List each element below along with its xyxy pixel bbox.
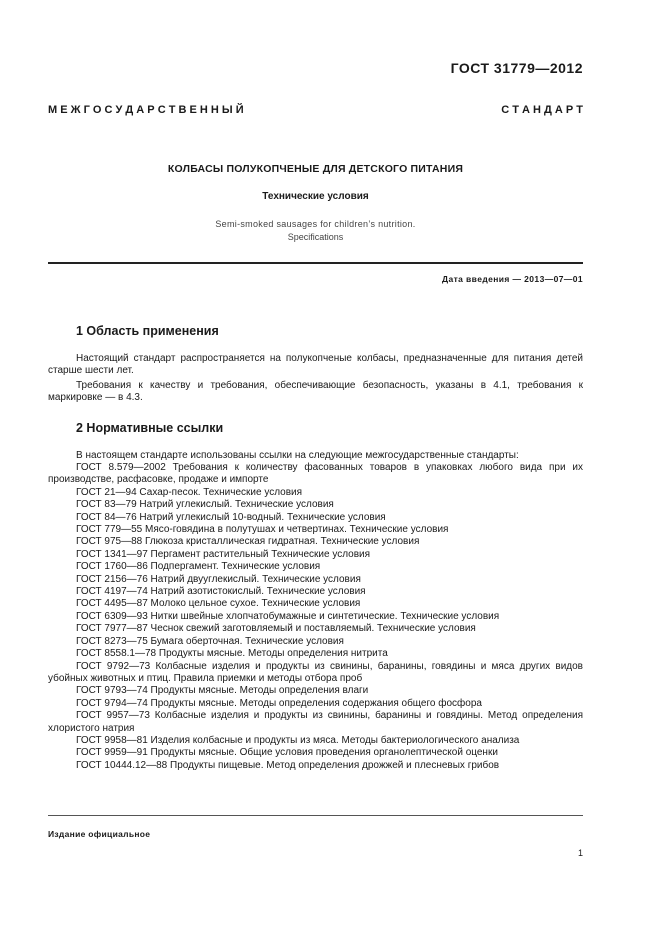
reference-item: ГОСТ 21—94 Сахар-песок. Технические условия: [76, 486, 303, 498]
reference-item: ГОСТ 9794—74 Продукты мясные. Методы определения содержания общего фосфора: [76, 697, 482, 709]
reference-item: ГОСТ 8558.1—78 Продукты мясные. Методы определения нитрита: [76, 648, 388, 660]
document-subtitle: Технические условия: [262, 191, 369, 202]
reference-item: ГОСТ 1760—86 Подпергамент. Технические условия: [76, 561, 321, 573]
section2-heading: 2 Нормативные ссылки: [76, 421, 224, 435]
references-intro: В настоящем стандарте использованы ссылки на следующие межгосударственные стандарты:: [76, 450, 519, 461]
reference-item: ГОСТ 7977—87 Чеснок свежий заготовляемый и поставляемый. Технические условия: [76, 623, 476, 635]
reference-item: ГОСТ 6309—93 Нитки швейные хлопчатобумажные и синтетические. Технические условия: [76, 610, 500, 622]
banner-right-word: С Т А Н Д А Р Т: [501, 104, 583, 116]
document-title: КОЛБАСЫ ПОЛУКОПЧЕНЫЕ ДЛЯ ДЕТСКОГО ПИТАНИЯ: [167, 163, 464, 175]
section1-heading: 1 Область применения: [76, 324, 219, 338]
reference-item: ГОСТ 779—55 Мясо-говядина в полутушах и четвертинах. Технические условия: [76, 524, 449, 536]
reference-item: ГОСТ 4197—74 Натрий азотистокислый. Технические условия: [76, 586, 366, 598]
reference-item: ГОСТ 9958—81 Изделия колбасные и продукты из мяса. Методы бактериологического анализа: [76, 734, 520, 746]
reference-item: ГОСТ 1341—97 Пергамент растительный Технические условия: [76, 548, 371, 560]
reference-item: ГОСТ 8.579—2002 Требования к количеству фасованных товаров в упаковках любого вида при их производстве, расфасовке, продаже и импорте: [48, 462, 583, 486]
page-number: 1: [577, 848, 583, 858]
standard-banner: [48, 102, 583, 118]
reference-item: ГОСТ 2156—76 Натрий двууглекислый. Технические условия: [76, 573, 361, 585]
english-title-line1: Semi-smoked sausages for children’s nutrition.: [215, 219, 416, 229]
reference-item: ГОСТ 8273—75 Бумага оберточная. Технические условия: [76, 635, 344, 647]
official-edition-label: Издание официальное: [48, 829, 151, 839]
reference-item: ГОСТ 83—79 Натрий углекислый. Технические условия: [76, 499, 334, 511]
footer-divider: [48, 815, 583, 816]
references-list: [48, 462, 583, 772]
reference-item: ГОСТ 4495—87 Молоко цельное сухое. Технические условия: [76, 598, 361, 610]
introduction-date: Дата введения — 2013—07—01: [442, 274, 583, 284]
top-divider: [48, 262, 583, 264]
gost-code: ГОСТ 31779—2012: [450, 60, 583, 76]
reference-item: ГОСТ 84—76 Натрий углекислый 10-водный. Технические условия: [76, 511, 386, 523]
reference-item: ГОСТ 9959—91 Продукты мясные. Общие условия проведения органолептической оценки: [76, 747, 498, 759]
section1-paragraph2: Требования к качеству и требования, обеспечивающие безопасность, указаны в 4.1, требования к маркировке — в 4.3.: [48, 380, 583, 404]
reference-item: ГОСТ 10444.12—88 Продукты пищевые. Метод определения дрожжей и плесневых грибов: [76, 759, 500, 771]
section1-paragraph1: Настоящий стандарт распространяется на полукопченые колбасы, предназначенные для питания детей старше шести лет.: [48, 353, 583, 377]
reference-item: ГОСТ 9957—73 Колбасные изделия и продукты из свинины, баранины и говядины. Метод определения хлористого натрия: [48, 710, 583, 734]
banner-left-word: М Е Ж Г О С У Д А Р С Т В Е Н Н Ы Й: [48, 104, 244, 116]
english-title-line2: Specifications: [287, 232, 344, 242]
reference-item: ГОСТ 975—88 Глюкоза кристаллическая гидратная. Технические условия: [76, 536, 420, 548]
reference-item: ГОСТ 9793—74 Продукты мясные. Методы определения влаги: [76, 685, 369, 697]
reference-item: ГОСТ 9792—73 Колбасные изделия и продукты из свинины, баранины, говядины и мяса других видов убойных животных и птиц. Правила приемки и методы отбора проб: [48, 660, 583, 684]
